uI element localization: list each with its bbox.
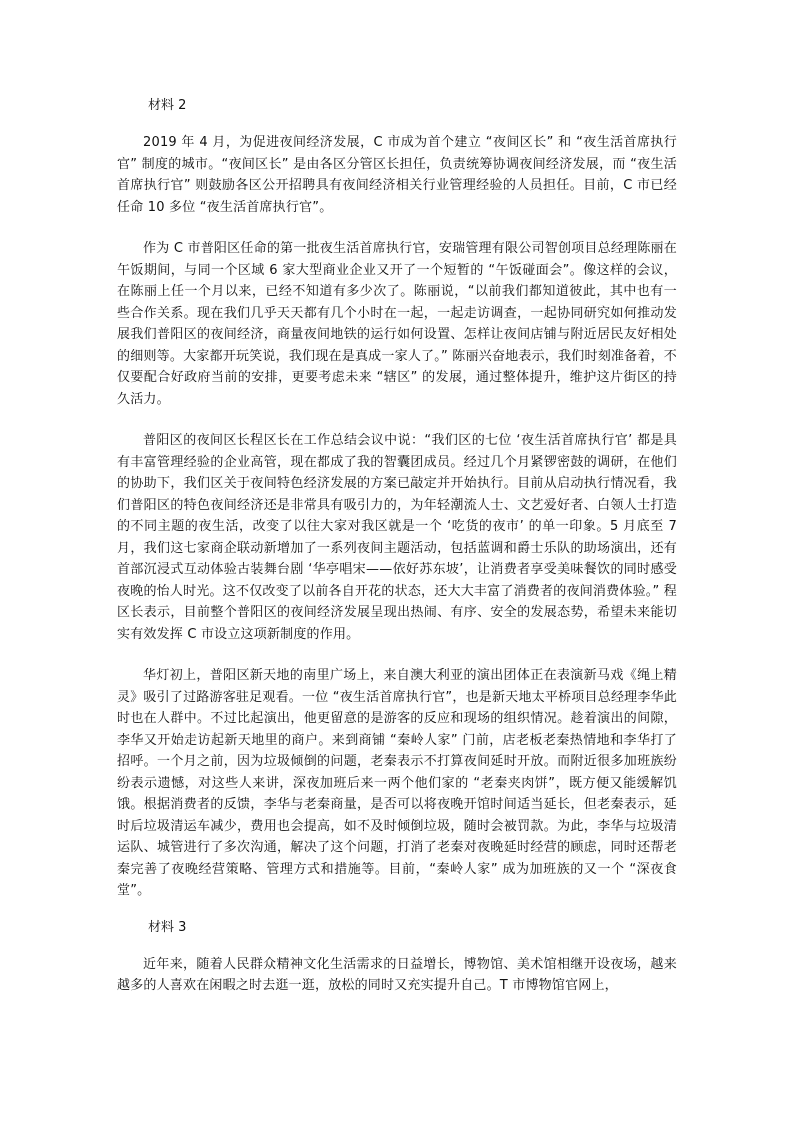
paragraph-museum-night: 近年来，随着人民群众精神文化生活需求的日益增长，博物馆、美术馆相继开设夜场，越来越多的人喜欢在闲暇之时去逛一逛，放松的同时又充实提升自己。T 市博物馆官网上， [117,956,677,993]
document-page [117,96,677,997]
section-heading-material-2: 材料 2 [148,98,187,113]
paragraph-district-chief-report: 普阳区的夜间区长程区长在工作总结会议中说：“我们区的七位 ‘夜生活首席执行官’ 都是具有丰富管理经验的企业高管，现在都成了我的智囊团成员。经过几个月紧锣密鼓的调研，在他们的协助下，我们区关于夜间特色经济发展的方案已敲定并开始执行。目前从启动执行情况看，我们普阳区的特色夜间经济还是非常具有吸引力的，为年轻潮流人士、文艺爱好者、白领人士打造的不同主题的夜生活，改变了以往大家对我区就是一个 ‘吃货的夜市’ 的单一印象。5 月底至 7 月，我们这七家商企联动新增加了一系列夜间主题活动，包括蓝调和爵士乐队的助场演出，还有首部沉浸式互动体验古装舞台剧 ‘华亭唱宋——依好苏东坡’，让消费者享受美味餐饮的同时感受夜晚的怡人时光。这不仅改变了以前各自开花的状态，还大大丰富了消费者的夜间消费体验。” 程区长表示，目前整个普阳区的夜间经济发展呈现出热闹、有序、安全的发展态势，希望未来能切实有效发挥 C 市设立这项新制度的作用。 [117,433,677,642]
paragraph-li-hua-visit: 华灯初上，普阳区新天地的南里广场上，来自澳大利亚的演出团体正在表演新马戏《绳上精灵》吸引了过路游客驻足观看。一位 “夜生活首席执行官”，也是新天地太平桥项目总经理李华此时也在人群中。不过比起演出，他更留意的是游客的反应和现场的组织情况。趁着演出的间隙，李华又开始走访起新天地里的商户。来到商铺 “秦岭人家” 门前，店老板老秦热情地和李华打了招呼。一个月之前，因为垃圾倾倒的问题，老秦表示不打算夜间延时开放。而附近很多加班族纷纷表示遗憾，对这些人来讲，深夜加班后来一两个他们家的 “老秦夹肉饼”，既方便又能缓解饥饿。根据消费者的反馈，李华与老秦商量，是否可以将夜晚开馆时间适当延长，但老秦表示，延时后垃圾清运车减少，费用也会提高，如不及时倾倒垃圾，随时会被罚款。为此，李华与垃圾清运队、城管进行了多次沟通，解决了这个问题，打消了老秦对夜晚延时经营的顾虑，同时还帮老秦完善了夜晚经营策略、管理方式和措施等。目前，“秦岭人家” 成为加班族的又一个 “深夜食堂”。 [117,668,677,898]
paragraph-night-mayor-system: 2019 年 4 月，为促进夜间经济发展，C 市成为首个建立 “夜间区长” 和 “夜生活首席执行官” 制度的城市。“夜间区长” 是由各区分管区长担任，负责统筹协调夜间经济发展，而 “夜生活首席执行官” 则鼓励各区公开招聘具有夜间经济相关行业管理经验的人员担任。目前，C 市已经任命 10 多位 “夜生活首席执行官”。 [117,135,677,215]
paragraph-chen-li-meeting: 作为 C 市普阳区任命的第一批夜生活首席执行官，安瑞管理有限公司智创项目总经理陈丽在午饭期间，与同一个区域 6 家大型商业企业又开了一个短暂的 “午饭碰面会”。像这样的会议，在陈丽上任一个月以来，已经不知道有多少次了。陈丽说，“以前我们都知道彼此，其中也有一些合作关系。现在我们几乎天天都有几个小时在一起，一起走访调查，一起协同研究如何推动发展我们普阳区的夜间经济，商量夜间地铁的运行如何设置、怎样让夜间店铺与附近居民友好相处的细则等。大家都开玩笑说，我们现在是真成一家人了。” 陈丽兴奋地表示，我们时刻准备着，不仅要配合好政府当前的安排，更要考虑未来 “辖区” 的发展，通过整体提升，维护这片街区的持久活力。 [117,241,677,407]
section-heading-material-3: 材料 3 [148,919,187,935]
